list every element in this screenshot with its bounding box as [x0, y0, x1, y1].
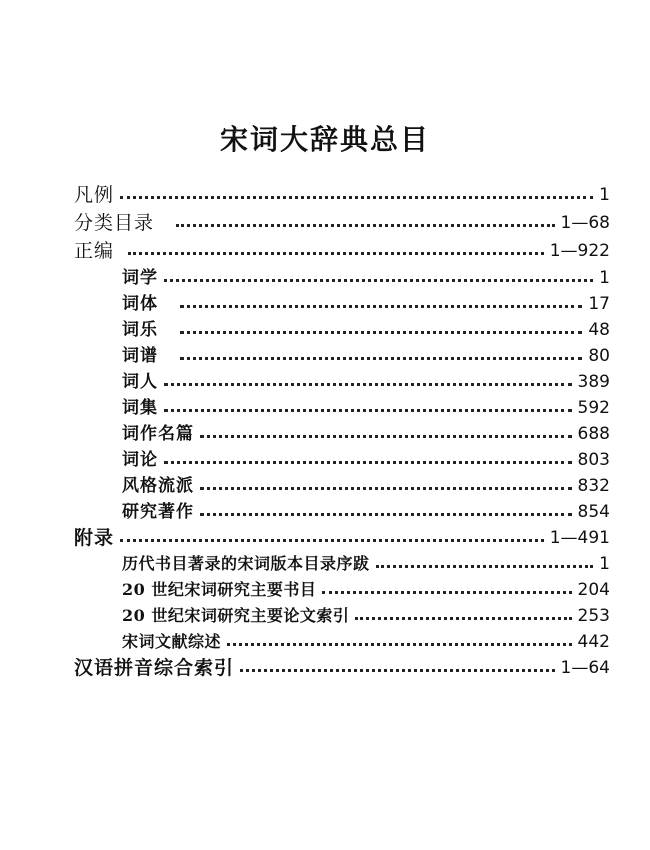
dot-leader: [164, 265, 593, 291]
toc-entry-zhengbian: [74, 238, 610, 264]
toc-entry-page: 1: [599, 185, 610, 205]
toc-entry-label: 20 世纪宋词研究主要书目: [122, 580, 317, 599]
dot-leader: [200, 421, 572, 447]
toc-entry-fulu: [74, 525, 610, 551]
toc-entry-label: 词学: [122, 268, 158, 288]
toc-entry-label: 风格流派: [122, 476, 194, 496]
toc-entry-page: 80: [588, 346, 610, 366]
toc-entry-page: 803: [577, 450, 610, 470]
toc-entry-page: 1—68: [560, 213, 610, 233]
toc-entry-lidai-shumu: [122, 551, 610, 577]
dot-leader: [200, 473, 572, 499]
toc-entry-page: 48: [588, 320, 610, 340]
toc-entry-cilun: [122, 447, 610, 473]
toc-entry-page: 204: [577, 580, 610, 600]
toc-entry-cizuo-mingpian: [122, 421, 610, 447]
toc-entry-wenxian-zongshu: [122, 629, 610, 655]
toc-entry-label: 附录: [74, 527, 115, 549]
toc-entry-page: 854: [577, 502, 610, 522]
toc-entry-label: 凡例: [74, 184, 115, 206]
toc-entry-page: 442: [577, 632, 610, 652]
toc-entry-fenlei-mulu: [74, 210, 610, 236]
toc-entry-page: 1—491: [549, 528, 610, 548]
dot-leader: [355, 603, 571, 629]
toc-entry-label: 20 世纪宋词研究主要论文索引: [122, 606, 350, 625]
toc-entry-page: 253: [577, 606, 610, 626]
toc-entry-fanli: [74, 182, 610, 208]
toc-entry-page: 1: [599, 554, 610, 574]
toc-entry-fengge-liupai: [122, 473, 610, 499]
toc-entry-cipu: [122, 343, 610, 369]
dot-leader: [376, 551, 594, 577]
toc-entry-citi: [122, 291, 610, 317]
toc-entry-label: 词论: [122, 450, 158, 470]
toc-entry-20c-shumu: [122, 577, 610, 603]
toc-entry-label: 词作名篇: [122, 424, 194, 444]
dot-leader: [164, 447, 572, 473]
dot-leader: [180, 291, 582, 317]
dot-leader: [240, 655, 555, 681]
toc-entry-label: 词乐: [122, 320, 158, 340]
toc-entry-label: 词谱: [122, 346, 158, 366]
dot-leader: [164, 395, 572, 421]
dot-leader: [120, 182, 593, 208]
toc-entry-label: 词体: [122, 294, 158, 314]
toc-entry-page: 17: [588, 294, 610, 314]
toc-entry-20c-lunwen: [122, 603, 610, 629]
toc-entry-label: 正编: [74, 240, 115, 262]
toc-entry-label: 宋词文献综述: [122, 632, 222, 651]
dot-leader: [180, 343, 582, 369]
toc-entry-label: 汉语拼音综合索引: [74, 657, 235, 679]
dot-leader: [200, 499, 572, 525]
toc-entry-pinyin-suoyin: [74, 655, 610, 681]
toc-entry-page: 592: [577, 398, 610, 418]
toc-entry-ciyue: [122, 317, 610, 343]
dot-leader: [120, 525, 544, 551]
page-title: 宋词大辞典总目: [219, 123, 430, 156]
toc-entry-cixue: [122, 265, 610, 291]
toc-entry-page: 1: [599, 268, 610, 288]
dot-leader: [227, 629, 572, 655]
dot-leader: [176, 210, 555, 236]
toc-entry-page: 688: [577, 424, 610, 444]
dot-leader: [322, 577, 571, 603]
dot-leader: [164, 369, 572, 395]
toc-entry-page: 389: [577, 372, 610, 392]
dot-leader: [180, 317, 582, 343]
toc-entry-label: 历代书目著录的宋词版本目录序跋: [122, 554, 370, 573]
toc-entry-ciren: [122, 369, 610, 395]
toc-entry-page: 832: [577, 476, 610, 496]
toc-entry-label: 分类目录: [74, 212, 155, 234]
toc-entry-label: 词集: [122, 398, 158, 418]
toc-entry-page: 1—64: [560, 658, 610, 678]
toc-entry-yanjiu-zhuzuo: [122, 499, 610, 525]
toc-entry-page: 1—922: [549, 241, 610, 261]
toc-entry-label: 词人: [122, 372, 158, 392]
toc-entry-ciji: [122, 395, 610, 421]
toc-entry-label: 研究著作: [122, 502, 194, 522]
dot-leader: [128, 238, 544, 264]
